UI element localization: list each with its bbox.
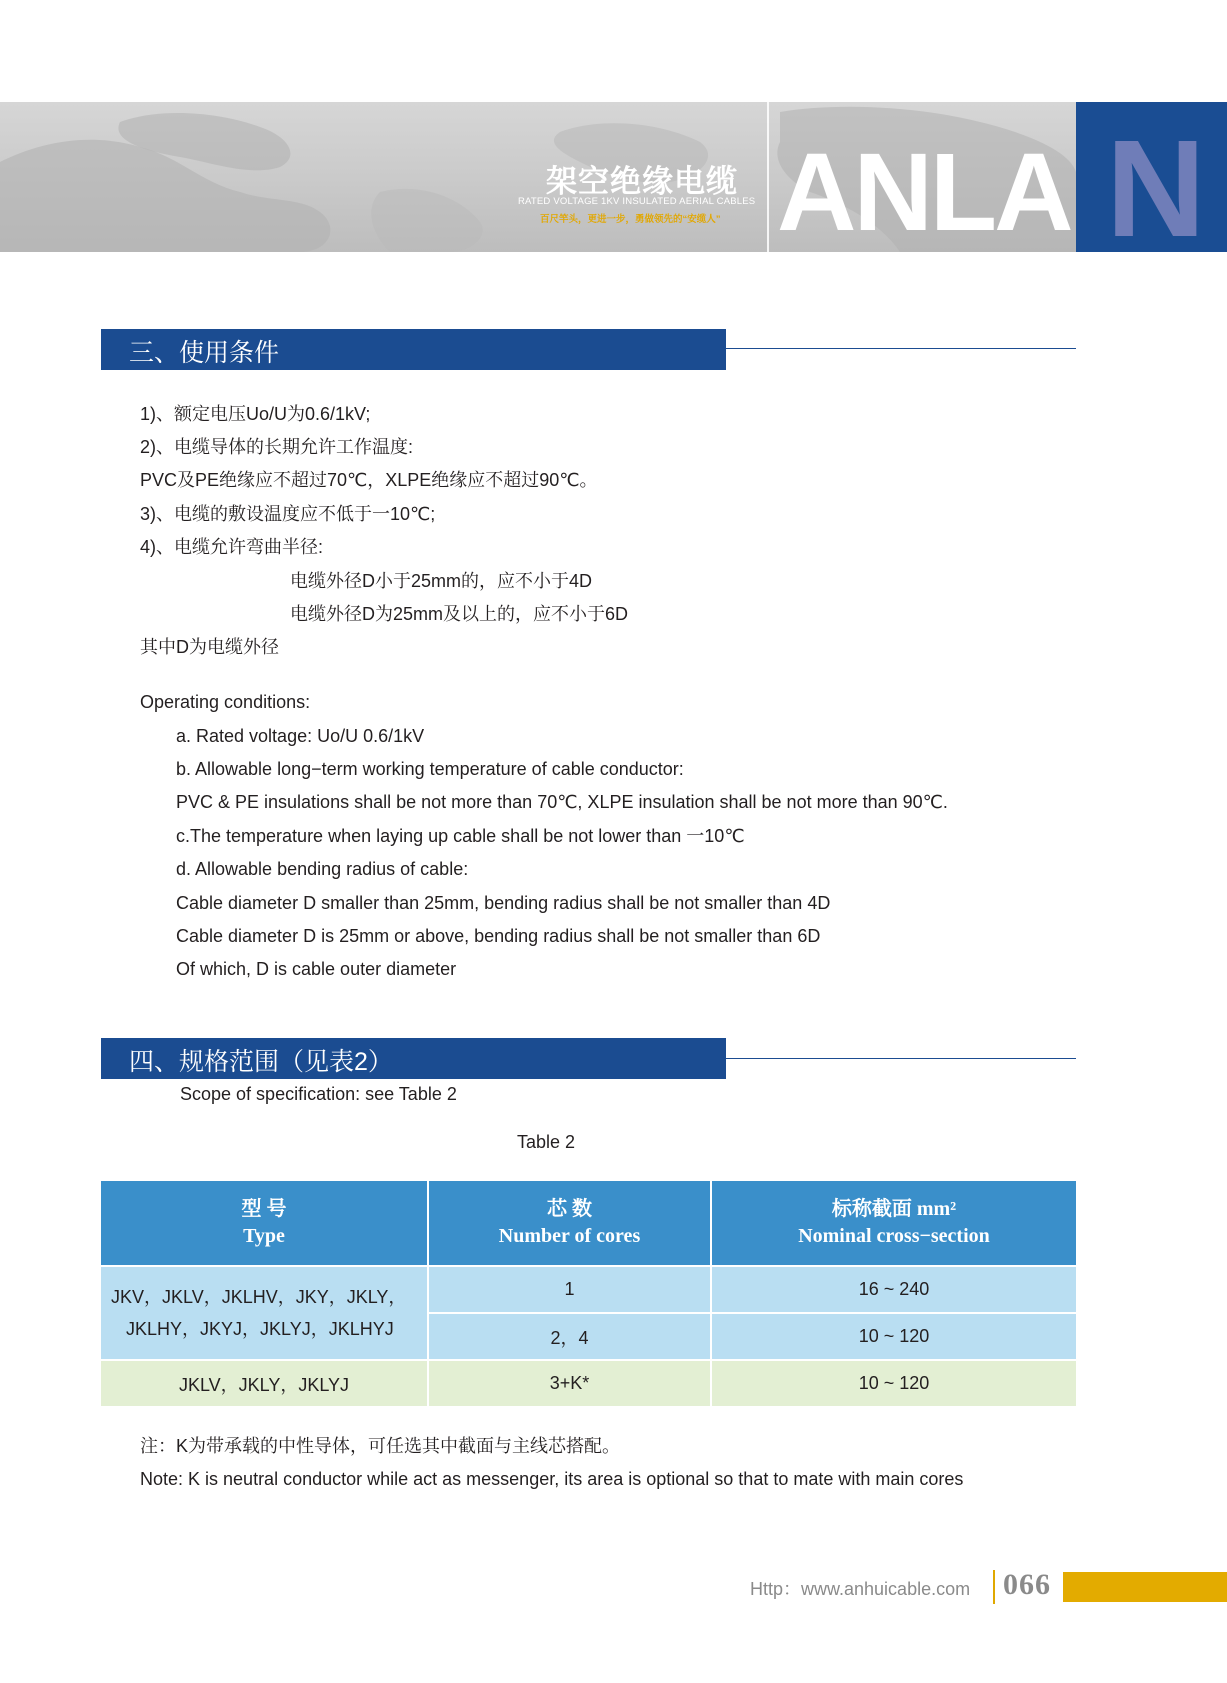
header-banner (0, 102, 1227, 252)
page-number: 066 (1003, 1568, 1051, 1601)
spec-subtitle: Scope of specification: see Table 2 (180, 1084, 457, 1104)
table-caption: Table 2 (517, 1132, 576, 1152)
cn-line-2: 2)、电缆导体的长期允许工作温度: (140, 437, 414, 457)
brand-logo-letter-n: N (1106, 112, 1206, 252)
type-cell-group2: JKLV，JKLY，JKLYJ (101, 1360, 428, 1406)
cn-line-5: 4)、电缆允许弯曲半径: (140, 537, 324, 557)
en-line-7: Cable diameter D is 25mm or above, bending radius shall be not smaller than 6D (176, 926, 821, 946)
footer-url: Http：www.anhuicable.com (750, 1579, 971, 1599)
section-cell: 10 ~ 120 (711, 1360, 1076, 1406)
en-title: Operating conditions: (140, 692, 311, 712)
banner-title-en: RATED VOLTAGE 1KV INSULATED AERIAL CABLES (518, 196, 756, 207)
note-cn: 注：K为带承载的中性导体，可任选其中截面与主线芯搭配。 (140, 1436, 621, 1456)
cores-cell: 3+K* (428, 1360, 711, 1406)
header-type-cn: 型 号 (241, 1198, 287, 1220)
footer-accent-bar (1063, 1572, 1227, 1602)
header-cores-cn: 芯 数 (547, 1198, 592, 1220)
en-line-8: Of which, D is cable outer diameter (176, 959, 457, 979)
table-row (101, 1360, 1076, 1406)
en-line-4: c.The temperature when laying up cable shall be not lower than 一10℃ (176, 826, 745, 846)
en-line-6: Cable diameter D smaller than 25mm, bending radius shall be not smaller than 4D (176, 893, 831, 913)
cores-cell: 1 (428, 1266, 711, 1313)
banner-divider (767, 102, 769, 252)
brand-logo-text: ANLA (777, 131, 1071, 252)
note-en: Note: K is neutral conductor while act as messenger, its area is optional so that to mate with main cores (140, 1469, 964, 1489)
table-row (101, 1266, 1076, 1313)
section-heading-spec (101, 1038, 726, 1079)
en-line-5: d. Allowable bending radius of cable: (176, 859, 469, 879)
section-rule (726, 348, 1076, 349)
banner-title-cn: 架空绝缘电缆 (546, 164, 738, 199)
cores-cell: 2，4 (428, 1313, 711, 1360)
type-line-1: JKV，JKLV，JKLHV，JKY，JKLY， (111, 1287, 407, 1307)
header-section-cn: 标称截面 mm² (831, 1198, 957, 1220)
en-line-3: PVC & PE insulations shall be not more than 70℃, XLPE insulation shall be not more than 90℃. (176, 792, 948, 812)
cn-line-6: 电缆外径D小于25mm的，应不小于4D (290, 571, 593, 591)
cn-line-4: 3)、电缆的敷设温度应不低于一10℃; (140, 504, 436, 524)
table-header-row (101, 1181, 1076, 1266)
banner-slogan: 百尺竿头，更进一步，勇做领先的“安缆人” (540, 214, 721, 225)
cn-line-8: 其中D为电缆外径 (140, 637, 279, 657)
section-rule (726, 1058, 1076, 1059)
header-cores-en: Number of cores (498, 1225, 641, 1247)
section-cell: 16 ~ 240 (711, 1266, 1076, 1313)
section-cell: 10 ~ 120 (711, 1313, 1076, 1360)
cn-line-1: 1)、额定电压Uo/U为0.6/1kV; (140, 404, 371, 424)
en-line-1: a. Rated voltage: Uo/U 0.6/1kV (176, 726, 425, 746)
header-cores (428, 1181, 711, 1266)
section-heading-text: 三、使用条件 (129, 339, 280, 367)
cn-line-3: PVC及PE绝缘应不超过70℃，XLPE绝缘应不超过90℃。 (140, 470, 598, 490)
section-heading-text: 四、规格范围（见表2） (129, 1048, 393, 1076)
header-section (711, 1181, 1076, 1266)
header-type-en: Type (243, 1225, 285, 1247)
type-cell-group1 (101, 1266, 428, 1360)
en-line-2: b. Allowable long−term working temperature of cable conductor: (176, 759, 684, 779)
type-line-2: JKLHY，JKYJ，JKLYJ，JKLHYJ (126, 1319, 394, 1339)
section-heading-usage (101, 329, 726, 370)
spec-table (101, 1181, 1076, 1406)
header-section-en: Nominal cross−section (798, 1225, 990, 1247)
footer-separator (993, 1570, 995, 1604)
cn-line-7: 电缆外径D为25mm及以上的，应不小于6D (290, 604, 629, 624)
header-type (101, 1181, 428, 1266)
